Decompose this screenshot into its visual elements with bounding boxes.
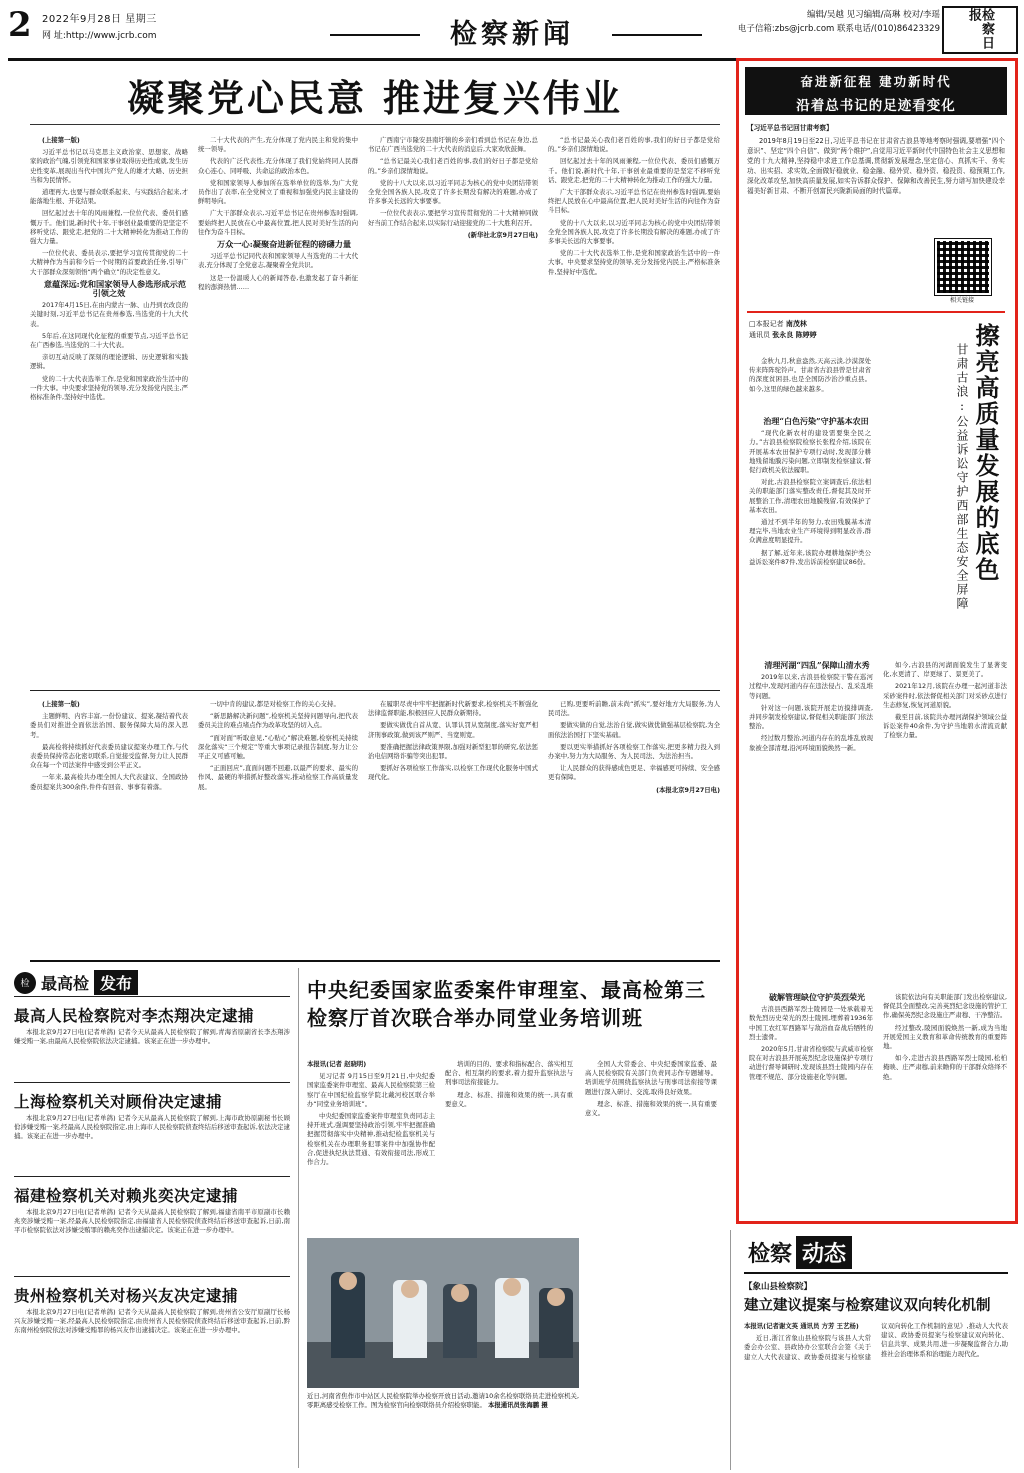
supreme-rule bbox=[14, 1082, 290, 1083]
paragraph: 本报北京9月27日电(记者单鸽) 记者今天从最高人民检察院了解到,福建省南平市原副市长赖兆奕涉嫌受贿一案,经最高人民检察院指定,由福建省人民检察院侦查终结后移送审查起诉,日前,南平市检察院依法对涉嫌受贿罪的赖兆奕作出逮捕决定。该案正在进一步办理中。 bbox=[14, 1208, 290, 1235]
news-item-body bbox=[14, 1114, 290, 1174]
paragraph: 5年后,在这同现代化征程的重要节点,习近平总书记在广西参选,当选党的二十大代表。 bbox=[30, 331, 188, 350]
news-photo bbox=[307, 1238, 579, 1388]
qr-code-caption: 相关链接 bbox=[949, 297, 974, 304]
publication-date: 2022年9月28日 星期三 bbox=[42, 14, 157, 25]
news-item-body bbox=[14, 1208, 290, 1274]
paragraph: 党的二十大代表选举工作,是党和国家政治生活中的一件大事。中央要求坚持党的领导,充分发扬党内民主,严格标准条件,坚持好中选优。 bbox=[30, 374, 188, 402]
article-source: (新华社北京9月27日电) bbox=[467, 230, 538, 239]
paragraph: 亲切互动反映了深刻的理论逻辑、历史逻辑和实践逻辑。 bbox=[30, 353, 188, 371]
feature-banner bbox=[745, 67, 1007, 115]
feature-section-3 bbox=[749, 993, 1007, 1211]
paragraph: 广西南宁市隆安县南圩镇的乡亲们看到总书记在身边,总书记在广西当选党的二十大代表的消息后,大家欢欣鼓舞。 bbox=[368, 136, 538, 154]
paragraph: 这是一份温暖人心的新闻答卷,也激发起了奋斗新征程的澎湃热情…… bbox=[198, 273, 358, 291]
paragraph: “面对面”听取意见,“心贴心”解决难题,检察机关持续深化落实“三个规定”等重大事项记录报告制度,努力让公平正义可感可触。 bbox=[198, 733, 358, 761]
paragraph: 古浪县西路军烈士陵园是一处承载着无数先烈历史荣光的烈士陵园,埋葬着1936年中国工农红军西路军与敌浴血奋战后牺牲的烈士遗骨。 bbox=[749, 1005, 873, 1041]
paragraph: 党的十八大以来,以习近平同志为核心的党中央团结带领全党全国各族人民,攻克了许多长期没有解决的难题,办成了许多事关长远的大事要事。 bbox=[548, 218, 720, 246]
paragraph: 一年来,最高检共办理全国人大代表建议、全国政协委员提案共300余件,件件有回音、事事有着落。 bbox=[30, 773, 188, 791]
dynamics-brand-b: 动态 bbox=[796, 1236, 852, 1269]
byline: 本报讯(记者谢文英 通讯员 方芳 王艺杨) bbox=[744, 1322, 859, 1330]
photo-caption bbox=[307, 1392, 579, 1411]
article-top-col1 bbox=[30, 136, 188, 676]
publication-url: 网 址:http://www.jcrb.com bbox=[42, 31, 157, 41]
news-item-body bbox=[14, 1028, 290, 1084]
staff-line-2: 电子信箱:zbs@jcrb.com 联系电话/(010)86423329 bbox=[737, 24, 940, 34]
paragraph: “现代化新农村的建设需要集全民之力。”古浪县检察院检察长张程介绍,该院在开展基本农田保护专项行动时,发现部分耕地残留地膜污染问题,立即制发检察建议,督促行政机关依法履职。 bbox=[749, 429, 871, 475]
article-top-col2 bbox=[198, 136, 358, 676]
paragraph: 回忆起过去十年的风雨兼程,一位位代表、委员们感慨万千。他们说,新时代十年,干事创业最重要的是坚定不移听党话、跟党走,把党的二十大精神转化为推动工作的强大力量。 bbox=[548, 157, 720, 184]
section-divider-2 bbox=[30, 960, 720, 962]
paragraph: 二十大代表的产生,充分体现了党内民主和党的集中统一领导。 bbox=[198, 136, 358, 154]
paragraph: 截至目前,该院共办理河湖保护领域公益诉讼案件40余件,为守护当地碧水清流贡献了检察力量。 bbox=[883, 713, 1007, 740]
correspondent-label: 通讯员 bbox=[749, 331, 770, 339]
paragraph: 要抓好各项检察工作落实,以检察工作现代化服务中国式现代化。 bbox=[368, 764, 538, 782]
title-rule-right bbox=[612, 34, 702, 36]
training-col3 bbox=[585, 1060, 717, 1228]
seal-icon: 检 bbox=[14, 972, 36, 994]
feature-banner-line2: 沿着总书记的足迹看变化 bbox=[796, 98, 956, 114]
paragraph: 本报北京9月27日电(记者单鸽) 记者今天从最高人民检察院了解到,上海市政协原副秘书长顾佾涉嫌受贿一案,经最高人民检察院指定,由上海市人民检察院侦查终结后移送审查起诉,依法决定逮捕。该案正在进一步办理中。 bbox=[14, 1114, 290, 1141]
paragraph: 习近平总书记以马克思主义政治家、思想家、战略家的政治气魄,引领党和国家事业取得历史性成就,发生历史性变革,展现出当代中国共产党人的雄才大略、历史担当和为民情怀。 bbox=[30, 148, 188, 184]
paragraph: 一位位代表、委员表示,要把学习宣传贯彻党的二十大精神作为当前和今后一个时期的首要政治任务,引导广大干部群众深刻领悟“两个确立”的决定性意义。 bbox=[30, 249, 188, 276]
paragraph: 培训的目的、要求和指标配合、落实相互配合、相互制约的要求,着力提升监察执法与刑事司法衔接能力。 bbox=[445, 1060, 573, 1087]
paragraph: 理念、标准、措施和效果的统一,具有重要意义。 bbox=[585, 1099, 717, 1118]
title-rule-left bbox=[330, 34, 420, 36]
paragraph: 党的十八大以来,以习近平同志为核心的党中央团结带领全党全国各族人民,攻克了许多长期没有解决的难题,办成了许多事关长远的大事要事。 bbox=[368, 178, 538, 206]
photo-person-head bbox=[503, 1278, 521, 1296]
article-source: (本报北京9月27日电) bbox=[656, 785, 720, 794]
feature-byline bbox=[749, 319, 869, 341]
paragraph: 中央纪委国家监委案件审理室负责同志主持开班式,强调要坚持政治引领,牢牢把握准确把握贯彻落实中央精神,推动纪检监察机关与检察机关在办理职务犯罪案件中加强协作配合,促进执纪执法贯通、有效衔接司法,形成工作合力。 bbox=[307, 1112, 435, 1167]
staff-line-1: 编辑/吴越 见习编辑/高琳 校对/李瑶 bbox=[807, 10, 940, 20]
paragraph: 本报北京9月27日电(记者单鸽) 记者今天从最高人民检察院了解到,青海省原副省长李杰翔涉嫌受贿一案,由最高人民检察院依法决定逮捕。该案正在进一步办理中。 bbox=[14, 1028, 290, 1046]
feature-vertical-title: 擦亮高质量发展的底色 bbox=[971, 323, 1000, 583]
paragraph: 让人民群众的获得感成色更足、幸福感更可持续、安全感更有保障。 bbox=[548, 764, 720, 782]
headline-rule bbox=[30, 124, 720, 125]
paragraph: 2019年8月19日至22日,习近平总书记在甘肃省古浪县等地考察时强调,要增强“四个意识”、坚定“四个自信”、做到“两个维护”,自觉用习近平新时代中国特色社会主义思想和党的十九大精神,坚持稳中求进工作总基调,贯彻新发展理念,坚定信心、真抓实干、务实功、出实招、求实效,全面做好稳就业、稳金融、稳外贸、稳外资、稳投资、稳预期工作,深化改革攻坚,加快高质量发展,如实告诉群众保护、保障和改善民生,努力谱写加快建设幸福美好新甘肃、不断开创富民兴陇新局面的时代篇章。 bbox=[747, 137, 1005, 195]
subheading: 治理“白色污染”守护基本农田 bbox=[763, 416, 869, 426]
article-top-col3 bbox=[368, 136, 538, 676]
paragraph: 2017年4月15日,在由内蒙古一脉、山丹到衣改良的关键时刻,习近平总书记在贵州参选,当选党的十九大代表。 bbox=[30, 301, 188, 328]
article-mid-col4 bbox=[548, 700, 720, 910]
paragraph: 要做实做的自觉,法治自觉,做实做优做强基层检察院,为全面依法治国打下坚实基础。 bbox=[548, 721, 720, 739]
continuation-note: (上接第一版) bbox=[42, 136, 80, 144]
paragraph: 在履职尽责中牢牢把握新时代新要求,检察机关不断强化法律监督职能,积极回应人民群众新期待。 bbox=[368, 700, 538, 718]
paragraph: 对此,古浪县检察院立案调查后,依法相关的职能部门落实整改责任,督促其及时开展整治工作,清理农田地膜残留,有效保护了基本农田。 bbox=[749, 478, 871, 514]
paragraph: 见习记者 9月15日至9月21日,中央纪委国家监委案件审理室、最高人民检察院第三检察厅在中国纪检监察学院北戴河校区联合举办“同堂业务培训班”。 bbox=[307, 1072, 435, 1108]
photo-person-head bbox=[401, 1280, 419, 1298]
paragraph: 2020年5月,甘肃省检察院与武威市检察院在对古浪县开展英烈纪念设施保护专项行动进行督导调研时,发现该县烈士陵园内存在管理不规范、部分设施老化等问题。 bbox=[749, 1045, 873, 1081]
news-item-title[interactable]: 福建检察机关对赖兆奕决定逮捕 bbox=[14, 1186, 239, 1205]
news-item-title[interactable]: 上海检察机关对顾佾决定逮捕 bbox=[14, 1092, 223, 1111]
feature-intro bbox=[749, 357, 871, 417]
paragraph: 一切中肯的建议,都是对检察工作的关心支持。 bbox=[210, 700, 340, 708]
paragraph: 要准确把握法律政策界限,加强对新型犯罪的研究,依法惩治电信网络诈骗等突出犯罪。 bbox=[368, 742, 538, 761]
feature-banner-line1: 奋进新征程 建功新时代 bbox=[800, 74, 952, 89]
dynamics-source-tag: 【象山县检察院】 bbox=[744, 1282, 813, 1292]
paragraph: 如今,古浪县的河湖面貌发生了显著变化,水更清了、岸更绿了、景更美了。 bbox=[883, 661, 1007, 679]
supreme-brand bbox=[14, 970, 138, 995]
dynamics-body bbox=[744, 1322, 1008, 1462]
news-item-title[interactable]: 最高人民检察院对李杰翔决定逮捕 bbox=[14, 1006, 255, 1025]
subheading: 万众一心:凝聚奋进新征程的磅礴力量 bbox=[216, 239, 352, 250]
newspaper-logo bbox=[942, 6, 1018, 54]
paragraph: 广大干部群众表示,习近平总书记在贵州参选时强调,要始终把人民放在心中最高位置,把人民对美好生活的向往作为奋斗目标。 bbox=[548, 188, 720, 215]
reporter-label: □本报记者 bbox=[749, 320, 784, 328]
photo-person-head bbox=[339, 1272, 357, 1290]
paragraph: “正面回应”,直面问题不回避,以最严的要求、最实的作风、最硬的举措抓好整改落实,推动检察工作高质量发展。 bbox=[198, 764, 358, 791]
paragraph: 如今,走进古浪县西路军烈士陵园,松柏掩映、庄严肃穆,前来瞻仰的干部群众络绎不绝。 bbox=[883, 1054, 1007, 1081]
feature-section-2 bbox=[749, 661, 1007, 991]
dynamics-brand-a: 检察 bbox=[748, 1241, 793, 1267]
paragraph: 最高检将持续抓好代表委员建议提案办理工作,与代表委员保持常态化密切联系,自觉接受监督,努力让人民群众在每一个司法案件中感受到公平正义。 bbox=[30, 742, 188, 770]
feature-vertical-subtitle: 甘肃古浪:公益诉讼守护西部生态安全屏障 bbox=[955, 343, 969, 611]
article-mid-col3 bbox=[368, 700, 538, 910]
paragraph: “总书记最关心我们老百姓的事,我们的好日子都是党给的。”乡亲们深情地说。 bbox=[368, 157, 538, 175]
supreme-brand-a: 最高检 bbox=[41, 974, 90, 993]
paragraph: 近日,浙江省象山县检察院与该县人大常委会办公室、县政协办公室联合会签《关于建立人大代表建议、政协委员提案与检察建议双向转化工作机制的意见》,推动人大代表建议、政协委员提案与检察建议双向转化、信息共享、成果共用,进一步凝聚监督合力,助推社会治理体系和治理能力现代化。 bbox=[744, 1322, 1008, 1361]
dynamics-headline[interactable]: 建立建议提案与检察建议双向转化机制 bbox=[744, 1297, 991, 1314]
dynamics-brand bbox=[748, 1236, 852, 1269]
paragraph: 要以更实举措抓好各项检察工作落实,把更多精力投入到办案中,努力为大局服务、为人民司法、为法治担当。 bbox=[548, 742, 720, 761]
section-divider-1 bbox=[30, 690, 720, 691]
photo-caption-text: 近日,河南省焦作市中站区人民检察院举办检察开放日活动,邀请10余名检察联络员走进检察机关,零距离感受检察工作。图为检察官向检察联络员介绍检察职能。 bbox=[307, 1392, 579, 1410]
photo-person-head bbox=[451, 1284, 469, 1302]
paragraph: 习近平总书记同代表和国家领导人当选党的二十大代表,充分体现了全党意志,凝聚着全党共识。 bbox=[198, 252, 358, 270]
paragraph: 代表的广泛代表性,充分体现了我们党始终同人民群众心连心、同呼吸、共命运的政治本色。 bbox=[198, 157, 358, 175]
subheading: 破解管理缺位守护英烈荣光 bbox=[769, 992, 865, 1002]
news-item-body bbox=[14, 1308, 290, 1388]
paragraph: 针对这一问题,该院开展走访摸排调查,并同步制发检察建议,督促相关职能部门依法整治。 bbox=[749, 703, 873, 731]
training-headline[interactable]: 中央纪委国家监委案件审理室、最高检第三检察厅首次联合举办同堂业务培训班 bbox=[307, 978, 706, 1030]
paragraph: 2021年12月,该院在办理一起河道非法采砂案件时,依法督促相关部门对采砂点进行生态修复,恢复河道原貌。 bbox=[883, 682, 1007, 709]
feature-kicker: 【习近平总书记回甘肃考察】 bbox=[747, 124, 833, 132]
feature-kicker-block bbox=[747, 123, 1005, 255]
paragraph: 回忆起过去十年的风雨兼程,一位位代表、委员们感慨万千。他们说,新时代十年,干事创业最重要的是坚定不移听党话、跟党走,把党的二十大精神转化为推动工作的强大力量。 bbox=[30, 209, 188, 246]
paragraph: 理念、标准、措施和效果的统一,具有重要意义。 bbox=[445, 1090, 573, 1108]
paragraph: 党和国家领导人参加所在选举单位的选举,为广大党员作出了表率,在全党树立了重视和加强党内民主建设的鲜明导向。 bbox=[198, 178, 358, 206]
supreme-rule bbox=[14, 996, 290, 997]
paragraph: 道理再大,也要与群众联系起来、与实践结合起来,才能落地生根、开花结果。 bbox=[30, 188, 188, 206]
paragraph: 一位位代表表示,要把学习宣传贯彻党的二十大精神同做好当前工作结合起来,以实际行动迎接党的二十大胜利召开。 bbox=[368, 209, 538, 227]
continuation-note: (上接第一版) bbox=[42, 700, 80, 708]
paragraph: 已购,更要听前瞻,前未尚“抓实”,要好地方大局服务,为人民司法。 bbox=[548, 700, 720, 718]
paragraph: 本报北京9月27日电(记者单鸽) 记者今天从最高人民检察院了解到,贵州省公安厅原副厅长杨兴友涉嫌受贿一案,经最高人民检察院指定,由贵州省人民检察院侦查终结后移送审查起诉,日前,黔东南州检察院依法对涉嫌受贿罪的杨兴友作出逮捕决定。该案正在进一步办理中。 bbox=[14, 1308, 290, 1335]
paragraph: 经过数月整治,河道内存在的乱堆乱放现象被全部清理,沿河环境面貌焕然一新。 bbox=[749, 734, 873, 752]
masthead bbox=[0, 0, 1024, 62]
feature-box bbox=[736, 58, 1018, 1224]
paragraph: 要做实做优自首从宽、认罪认罚从宽制度,落实好宽严相济刑事政策,做到该严则严、当宽则宽。 bbox=[368, 721, 538, 739]
article-mid-col1 bbox=[30, 700, 188, 910]
paragraph: “新思路解决新问题”,检察机关坚持问题导向,把代表委员关注的难点堵点作为改革攻坚的切入点。 bbox=[198, 712, 358, 730]
paragraph: 通过不到半年的努力,农田残膜基本清理完毕,当地农业生产环境得到明显改善,群众满意度明显提升。 bbox=[749, 518, 871, 545]
photo-credit: 本报通讯员张海鹏 摄 bbox=[487, 1401, 548, 1410]
paragraph: 主题鲜明、内容丰富,一份份建议、提案,凝结着代表委员们对推进全面依法治国、服务保障大局的深入思考。 bbox=[30, 712, 188, 739]
supreme-rule bbox=[14, 1176, 290, 1177]
paragraph: 全国人大常委会、中央纪委国家监委、最高人民检察院有关部门负责同志作专题辅导。培训班学员围绕监察执法与刑事司法衔接等课题进行深入研讨、交流,取得良好效果。 bbox=[585, 1060, 717, 1096]
paragraph: “总书记最关心我们老百姓的事,我们的好日子都是党给的。”乡亲们深情地说。 bbox=[548, 136, 720, 154]
column-divider bbox=[730, 1230, 731, 1470]
photo-person-head bbox=[547, 1288, 565, 1306]
training-col1 bbox=[307, 1060, 435, 1228]
article-mid-col2 bbox=[198, 700, 358, 910]
paragraph: 党的二十大代表选举工作,是党和国家政治生活中的一件大事。中央要求坚持党的领导,充分发扬党内民主,严格标准条件,坚持好中选优。 bbox=[548, 249, 720, 276]
feature-section-1 bbox=[749, 417, 871, 661]
byline: 本报讯(记者 赵晓明) bbox=[307, 1060, 367, 1068]
paragraph: 经过整改,陵园面貌焕然一新,成为当地开展爱国主义教育和革命传统教育的重要阵地。 bbox=[883, 1023, 1007, 1051]
news-item-title[interactable]: 贵州检察机关对杨兴友决定逮捕 bbox=[14, 1286, 239, 1305]
main-headline: 凝聚党心民意 推进复兴伟业 bbox=[127, 76, 623, 120]
subheading: 意蕴深远:党和国家领导人参选形成示范引领之效 bbox=[43, 278, 187, 299]
supreme-brand-b: 发布 bbox=[94, 970, 138, 995]
feature-divider bbox=[747, 311, 1005, 313]
paragraph: 金秋九月,秋意盎然,天高云淡,沙漠深处传来阵阵驼铃声。甘肃省古浪县曾是甘肃省的深度贫困县,也是全国防沙治沙重点县。如今,这里的绿色越来越多。 bbox=[749, 357, 871, 393]
logo-text: 检察日报 bbox=[966, 8, 994, 50]
paragraph: 2019年以来,古浪县检察院干警在巡河过程中,发现河道内存在违法侵占、乱采乱堆等问题。 bbox=[749, 673, 873, 700]
reporter-name: 南茂林 bbox=[785, 320, 807, 328]
supreme-rule bbox=[14, 1276, 290, 1277]
article-top-col4 bbox=[548, 136, 720, 676]
correspondent-name: 张永良 陈婷婷 bbox=[772, 331, 817, 339]
training-col2 bbox=[445, 1060, 573, 1228]
page-number: 2 bbox=[8, 5, 32, 45]
qr-code-icon[interactable] bbox=[935, 239, 991, 295]
column-divider bbox=[298, 968, 299, 1468]
paragraph: 据了解,近年来,该院办理耕地保护类公益诉讼案件87件,发出诉前检察建议86份。 bbox=[749, 548, 871, 566]
subheading: 清理河湖“四乱”保障山清水秀 bbox=[764, 660, 870, 670]
masthead-staff bbox=[738, 8, 940, 36]
paragraph: 广大干部群众表示,习近平总书记在贵州参选时强调,要始终把人民放在心中最高位置,把人民对美好生活的向往作为奋斗目标。 bbox=[198, 209, 358, 236]
dynamics-rule bbox=[744, 1272, 1008, 1274]
page-title: 检察新闻 bbox=[450, 19, 574, 50]
paragraph: 该院依法向有关职能部门发出检察建议,督促其全面整改,完善英烈纪念设施的管护工作,确保英烈纪念设施庄严肃穆、干净整洁。 bbox=[883, 993, 1007, 1020]
